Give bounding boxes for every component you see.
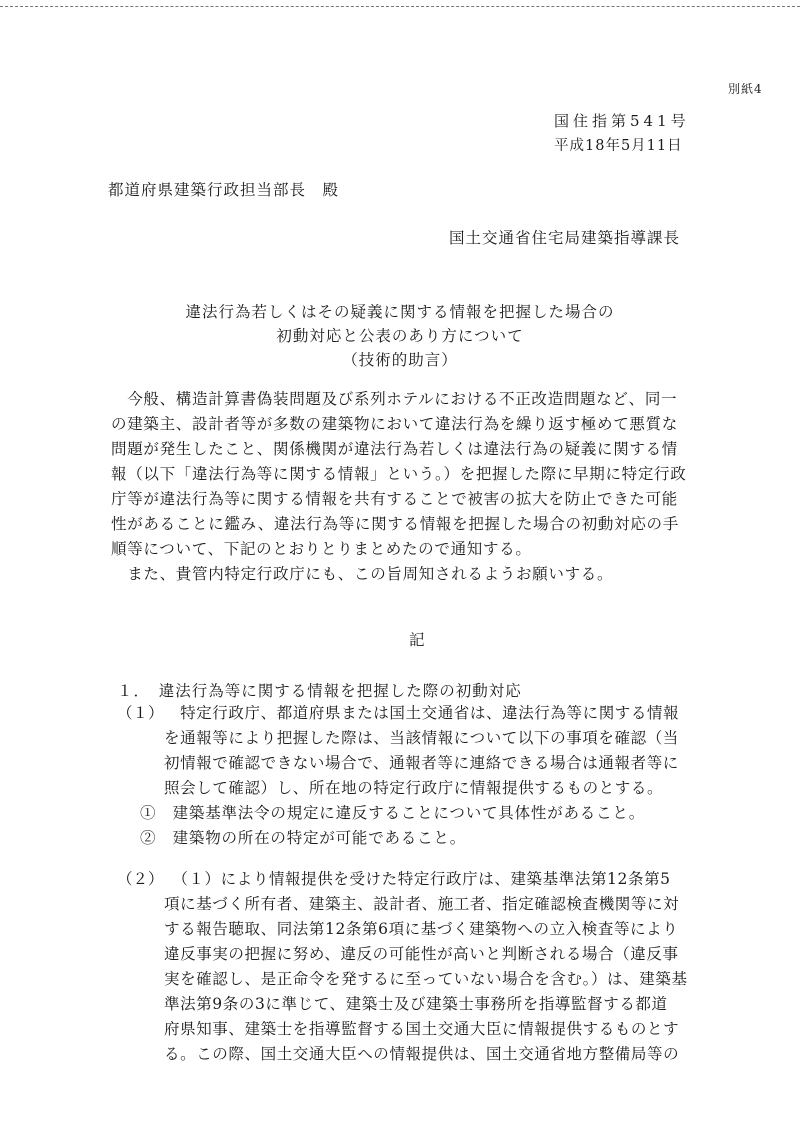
item-1-sub-item: ① 建築基準法令の規定に違反することについて具体性があること。	[140, 804, 645, 822]
addressee: 都道府県建築行政担当部長 殿	[108, 181, 340, 199]
item-1-line: 初情報で確認できない場合で、通報者等に連絡できる場合は通報者等に	[164, 754, 679, 772]
intro-line: 今般、構造計算書偽装問題及び系列ホテルにおける不正改造問題など、同一	[111, 390, 678, 408]
item-2-line: 違反事実の把握に努め、違反の可能性が高いと判断される場合（違反事	[164, 945, 679, 963]
item-2-number: （２）	[117, 870, 164, 888]
title-line-1: 違法行為若しくはその疑義に関する情報を把握した場合の	[185, 303, 615, 321]
item-1-number: （１）	[117, 704, 164, 722]
item-1-sub-item: ② 建築物の所在の特定が可能であること。	[140, 829, 467, 847]
item-1-line: を通報等により把握した際は、当該情報について以下の事項を確認（当	[164, 729, 679, 747]
item-2-line: 実を確認し、是正命令を発するに至っていない場合を含む。）は、建築基	[164, 970, 688, 988]
item-1-line: 照会して確認）し、所在地の特定行政庁に情報提供するものとする。	[164, 779, 664, 797]
annex-label: 別紙4	[728, 82, 763, 96]
item-1-line: 特定行政庁、都道府県または国土交通省は、違法行為等に関する情報	[164, 704, 680, 722]
title-line-3: （技術的助言）	[342, 351, 458, 369]
item-2-line: する報告聴取、同法第12条第6項に基づく建築物への立入検査等により	[164, 920, 679, 938]
intro-line: 庁等が違法行為等に関する情報を共有することで被害の拡大を防止できた可能	[111, 490, 679, 508]
intro-line: 問題が発生したこと、関係機関が違法行為若しくは違法行為の疑義に関する情	[111, 440, 679, 458]
ki-heading: 記	[409, 631, 425, 649]
sender: 国土交通省住宅局建築指導課長	[449, 229, 681, 247]
document-number: 国住指第541号	[554, 112, 690, 130]
item-2-line: る。この際、国土交通大臣への情報提供は、国土交通省地方整備局等の	[164, 1045, 680, 1063]
intro-line: また、貴管内特定行政庁にも、この旨周知されるようお願いする。	[111, 565, 614, 583]
scan-edge-line	[0, 6, 800, 7]
title-line-2: 初動対応と公表のあり方について	[276, 327, 524, 345]
item-2-line: 準法第9条の3に準じて、建築士及び建築士事務所を指導監督する都道	[164, 995, 668, 1013]
intro-line: 順等について、下記のとおりとりまとめたので通知する。	[111, 540, 532, 558]
intro-line: 性があることに鑑み、違法行為等に関する情報を把握した場合の初動対応の手	[111, 515, 679, 533]
item-2-line: （１）により情報提供を受けた特定行政庁は、建築基準法第12条第5	[164, 870, 671, 888]
item-2-line: 項に基づく所有者、建築主、設計者、施工者、指定確認検査機関等に対	[164, 895, 680, 913]
item-2-line: 府県知事、建築士を指導監督する国土交通大臣に情報提供するものとす	[164, 1020, 680, 1038]
document-date: 平成18年5月11日	[554, 138, 683, 154]
intro-line: 報（以下「違法行為等に関する情報」という。）を把握した際に早期に特定行政	[111, 465, 687, 483]
intro-line: の建築主、設計者等が多数の建築物において違法行為を繰り返す極めて悪質な	[111, 415, 679, 433]
section-1-heading: １． 違法行為等に関する情報を把握した際の初動対応	[117, 682, 522, 700]
